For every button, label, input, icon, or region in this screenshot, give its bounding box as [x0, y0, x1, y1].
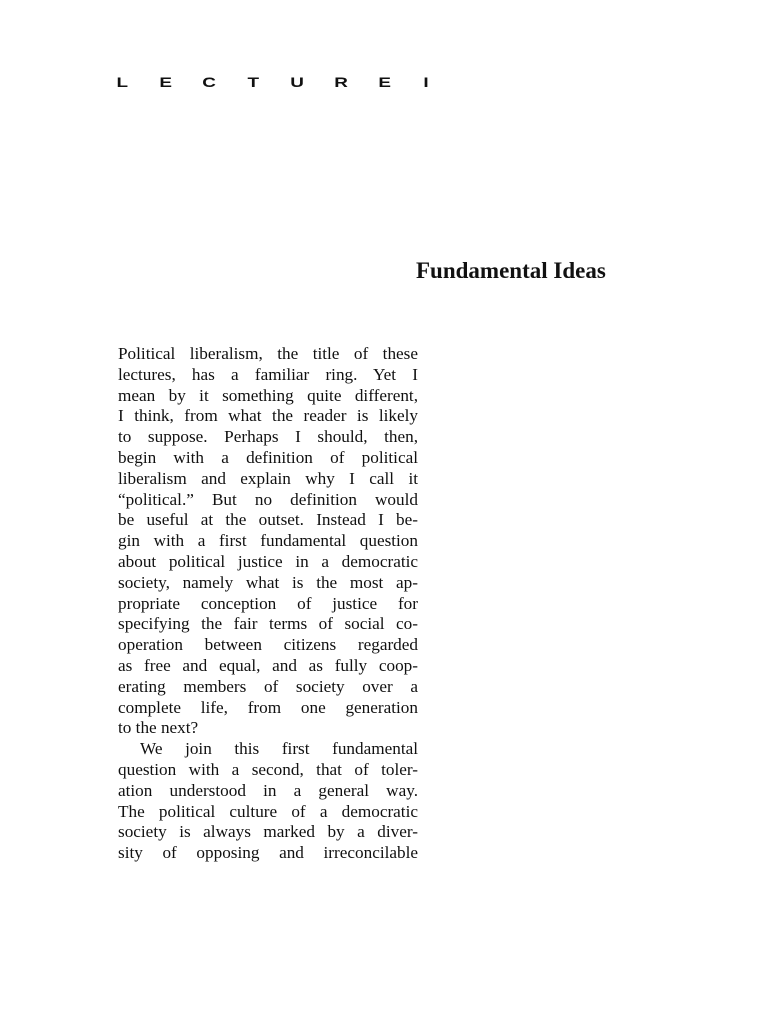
text-line: ation understood in a general way. [118, 780, 418, 800]
text-line: to suppose. Perhaps I should, then, [118, 427, 418, 447]
text-line: complete life, from one generation [118, 697, 418, 717]
text-line: erating members of society over a [118, 676, 418, 696]
running-head-letter: C [202, 74, 217, 90]
running-head-letter: E [159, 74, 172, 90]
text-line: as free and equal, and as fully coop- [118, 655, 418, 675]
text-line: operation between citizens regarded [118, 635, 418, 655]
text-line: society, namely what is the most ap- [118, 572, 418, 592]
text-line: society is always marked by a diver- [118, 822, 418, 842]
text-line: about political justice in a democratic [118, 551, 418, 571]
text-line: to the next? [118, 718, 199, 738]
text-line: liberalism and explain why I call it [118, 468, 418, 488]
running-head [118, 70, 428, 94]
chapter-title: Fundamental Ideas [416, 258, 606, 283]
running-head-letter: T [247, 74, 259, 90]
text-line: question with a second, that of toler- [118, 759, 418, 779]
text-line: mean by it something quite different, [118, 385, 418, 405]
running-head-letter: R [334, 74, 348, 90]
running-head-letter: L [116, 74, 129, 90]
text-line: begin with a definition of political [118, 447, 418, 467]
text-line: propriate conception of justice for [118, 593, 418, 613]
text-line: lectures, has a familiar ring. Yet I [118, 364, 418, 384]
text-line: gin with a first fundamental question [118, 531, 418, 551]
body-text [118, 344, 418, 864]
text-line: sity of opposing and irreconcilable [118, 843, 418, 863]
text-line: I think, from what the reader is likely [118, 406, 418, 426]
text-line: be useful at the outset. Instead I be- [118, 510, 418, 530]
running-head-letter: U [289, 74, 304, 90]
running-head-letter: I [423, 74, 429, 90]
text-line: “political.” But no definition would [118, 489, 418, 509]
text-line: Political liberalism, the title of these [118, 344, 418, 363]
text-line: The political culture of a democratic [118, 801, 418, 821]
text-line: We join this first fundamental [140, 739, 418, 759]
running-head-letter: E [378, 74, 392, 90]
text-line: specifying the fair terms of social co- [118, 614, 418, 634]
